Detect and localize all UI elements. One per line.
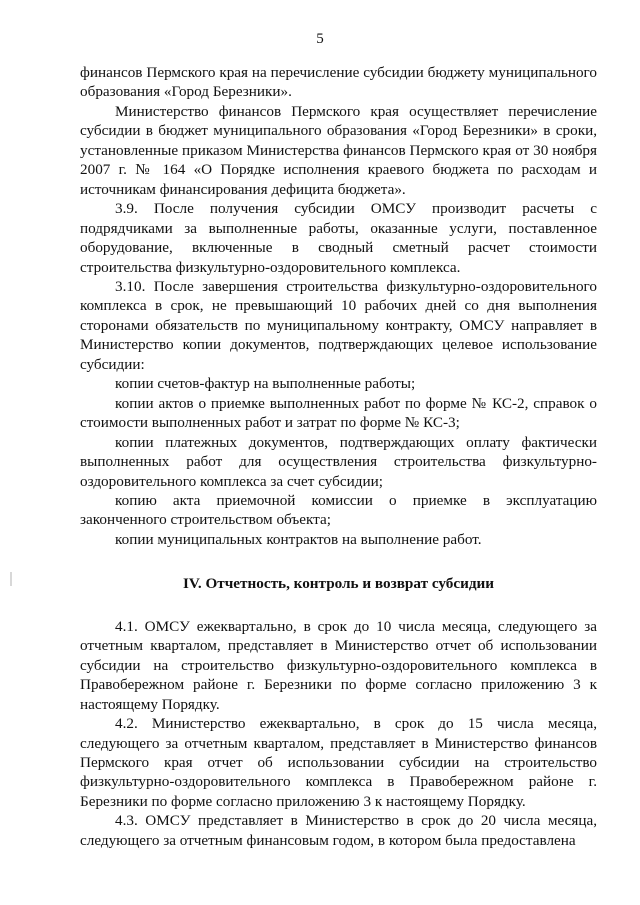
section-heading: IV. Отчетность, контроль и возврат субсидии [182,575,495,593]
paragraph-3-9: 3.9. После получения субсидии ОМСУ производит расчеты с подрядчиками за выполненные работы, оказанные услуги, поставленное оборудование, включенные в сводный сметный расчет стоимости строительства физкультурно-оздоровительного комплекса. [80,200,597,276]
paragraph-4-1: 4.1. ОМСУ ежеквартально, в срок до 10 числа месяца, следующего за отчетным кварталом, представляет в Министерство отчет об использовании субсидии на строительство физкультурно-оздоровительного комплекса в Правобережном районе г. Березники по форме согласно приложению 3 к настоящему Порядку. [80,617,597,713]
paragraph-transfer-terms: Министерство финансов Пермского края осуществляет перечисление субсидии в бюджет муниципального образования «Город Березники» в сроки, установленные приказом Министерства финансов Пермского края от 30 ноября 2007 г. № 164 «О Порядке исполнения краевого бюджета по расходам и источникам финансирования дефицита бюджета». [80,102,597,198]
list-item-contracts: копии муниципальных контрактов на выполнение работ. [115,530,482,548]
paragraph-4-3: 4.3. ОМСУ представляет в Министерство в срок до 20 числа месяца, следующего за отчетным финансовым годом, в котором была предоставлена [80,812,597,849]
scan-margin-mark [10,572,12,586]
paragraph-continuation: финансов Пермского края на перечисление субсидии бюджету муниципального образования «Город Березники». [80,64,597,101]
list-item-payment-documents: копии платежных документов, подтверждающих оплату фактически выполненных работ для осуществления строительства физкультурно-оздоровительного комплекса за счет субсидии; [80,433,597,490]
list-item-acceptance-acts: копии актов о приемке выполненных работ по форме № КС-2, справок о стоимости выполненных работ и затрат по форме № КС-3; [80,394,597,432]
list-item-commission-act: копию акта приемочной комиссии о приемке в эксплуатацию законченного строительством объекта; [80,491,597,529]
list-item-invoices: копии счетов-фактур на выполненные работы; [115,375,416,393]
document-body [80,63,597,850]
paragraph-4-2: 4.2. Министерство ежеквартально, в срок до 15 числа месяца, следующего за отчетным кварталом, представляет в Министерство финансов Пермского края отчет об использовании субсидии на строительство физкультурно-оздоровительного комплекса в Правобережном районе г. Березники по форме согласно приложению 3 к настоящему Порядку. [80,715,597,810]
page-number: 5 [316,31,324,47]
paragraph-3-10: 3.10. После завершения строительства физкультурно-оздоровительного комплекса в срок, не превышающий 10 рабочих дней со дня выполнения сторонами обязательств по муниципальному контракту, ОМСУ направляет в Министерство копии документов, подтверждающих целевое использование субсидии: [80,277,597,373]
